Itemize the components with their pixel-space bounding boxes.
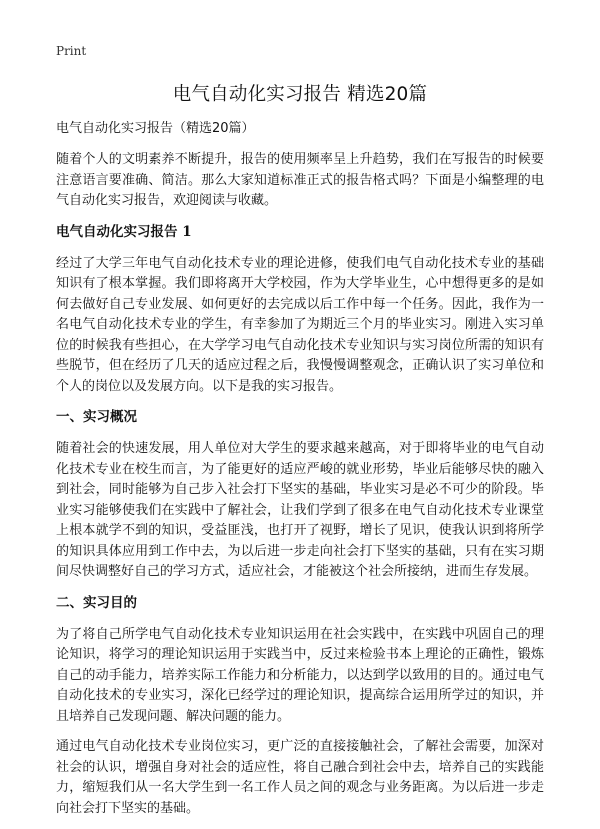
intro-paragraph: 随着个人的文明素养不断提升，报告的使用频率呈上升趋势，我们在写报告的时候要注意语言要准确、简洁。那么大家知道标准正式的报告格式吗？下面是小编整理的电气自动化实习报告，欢迎阅读与收藏。 [56,152,544,208]
section-overview-paragraph: 随着社会的快速发展，用人单位对大学生的要求越来越高，对于即将毕业的电气自动化技术专业在校生而言，为了能更好的适应严峻的就业形势，毕业后能够尽快的融入到社会，同时能够为自己步入社会打下坚实的基础，毕业实习是必不可少的阶段。毕业实习能够使我们在实践中了解社会，让我们学到了很多在电气自动化技术专业课堂上根本就学不到的知识，受益匪浅，也打开了视野，增长了见识，使我认识到将所学的知识具体应用到工作中去，为以后进一步走向社会打下坚实的基础，只有在实习期间尽快调整好自己的学习方式，适应社会，才能被这个社会所接纳，进而生存发展。 [56,441,544,579]
article-subtitle: 电气自动化实习报告（精选20篇） [56,121,255,136]
report-1-heading: 电气自动化实习报告 1 [56,223,192,240]
report-1-paragraph: 经过了大学三年电气自动化技术专业的理论进修，使我们电气自动化技术专业的基础知识有了根本掌握。我们即将离开大学校园，作为大学毕业生，心中想得更多的是如何去做好自己专业发展、如何更好的去完成以后工作中每一个任务。因此，我作为一名电气自动化技术专业的学生，有幸参加了为期近三个月的毕业实习。刚进入实习单位的时候我有些担心，在大学学习电气自动化技术专业知识与实习岗位所需的知识有些脱节，但在经历了几天的适应过程之后，我慢慢调整观念，正确认识了实习单位和个人的岗位以及发展方向。以下是我的实习报告。 [56,255,544,394]
print-link[interactable]: Print [56,44,87,58]
page-title: 电气自动化实习报告 精选20篇 [172,84,428,105]
section-purpose-heading: 二、实习目的 [56,594,137,611]
section-overview-heading: 一、实习概况 [56,409,137,425]
article-body [56,120,544,829]
section-purpose-paragraph-2: 通过电气自动化技术专业岗位实习，更广泛的直接接触社会，了解社会需要，加深对社会的认识，增强自身对社会的适应性，将自己融合到社会中去，培养自己的实践能力，缩短我们从一名大学生到一名工作人员之间的观念与业务距离。为以后进一步走向社会打下坚实的基础。 [56,739,544,816]
section-purpose-paragraph-1: 为了将自己所学电气自动化技术专业知识运用在社会实践中，在实践中巩固自己的理论知识，将学习的理论知识运用于实践当中，反过来检验书本上理论的正确性，锻炼自己的动手能力，培养实际工作能力和分析能力，以达到学以致用的目的。通过电气自动化技术的专业实习，深化已经学过的理论知识，提高综合运用所学过的知识，并且培养自己发现问题、解决问题的能力。 [56,626,544,724]
